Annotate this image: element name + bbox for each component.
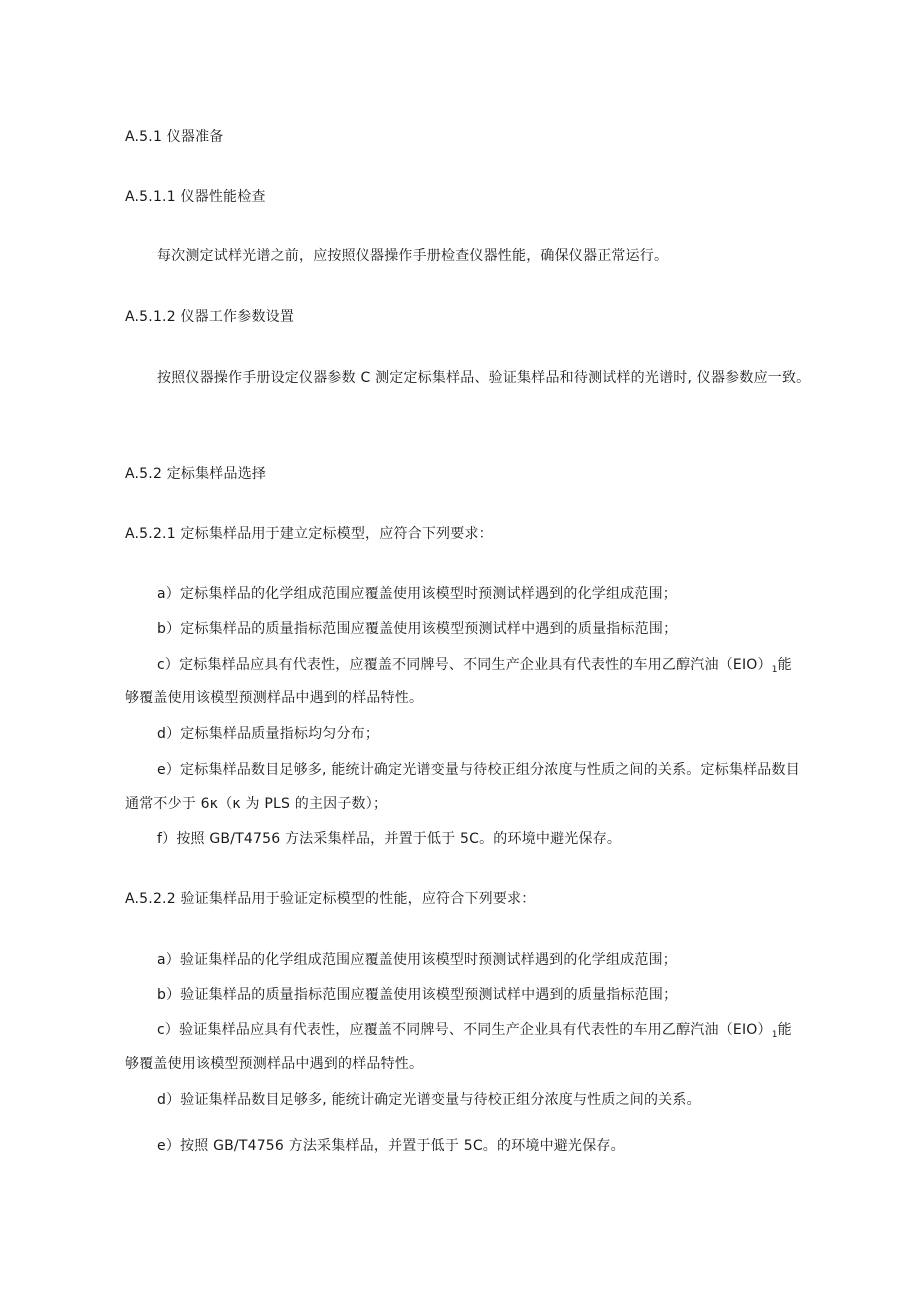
heading-a522: A.5.2.2 验证集样品用于验证定标模型的性能，应符合下列要求： xyxy=(125,891,536,907)
list2-item-d: d）验证集样品数目足够多, 能统计确定光谱变量与待校正组分浓度与性质之间的关系。 xyxy=(157,1092,701,1108)
list2-item-b: b）验证集样品的质量指标范围应覆盖使用该模型预测试样中遇到的质量指标范围； xyxy=(157,987,678,1003)
list1-item-c-line1 xyxy=(157,655,792,680)
list2-item-a: a）验证集样品的化学组成范围应覆盖使用该模型时预测试样遇到的化学组成范围； xyxy=(157,952,677,968)
list2-item-c-text: c）验证集样品应具有代表性，应覆盖不同牌号、不同生产企业具有代表性的车用乙醇汽油（EIO） xyxy=(157,1022,772,1038)
heading-a512: A.5.1.2 仪器工作参数设置 xyxy=(125,309,295,325)
list1-item-c-tail: 能 xyxy=(777,657,792,673)
heading-a52: A.5.2 定标集样品选择 xyxy=(125,466,267,482)
list2-item-c-tail: 能 xyxy=(777,1022,792,1038)
list1-item-c-subscript: 1 xyxy=(771,665,778,675)
list1-item-f: f）按照 GB/T4756 方法采集样品，并置于低于 5C。的环境中避光保存。 xyxy=(157,831,622,847)
list1-item-a: a）定标集样品的化学组成范围应覆盖使用该模型时预测试样遇到的化学组成范围； xyxy=(157,586,677,602)
list2-item-e: e）按照 GB/T4756 方法采集样品，并置于低于 5C。的环境中避光保存。 xyxy=(157,1138,625,1154)
list2-item-c-line2: 够覆盖使用该模型预测样品中遇到的样品特性。 xyxy=(125,1056,424,1072)
heading-a511: A.5.1.1 仪器性能检查 xyxy=(125,189,266,205)
list1-item-b: b）定标集样品的质量指标范围应覆盖使用该模型预测试样中遇到的质量指标范围； xyxy=(157,621,678,637)
list1-item-c-line2: 够覆盖使用该模型预测样品中遇到的样品特性。 xyxy=(125,690,424,706)
heading-a521: A.5.2.1 定标集样品用于建立定标模型，应符合下列要求： xyxy=(125,526,493,542)
list1-item-c-text: c）定标集样品应具有代表性，应覆盖不同牌号、不同生产企业具有代表性的车用乙醇汽油（EIO） xyxy=(157,657,772,673)
heading-a51: A.5.1 仪器准备 xyxy=(125,129,224,145)
list2-item-c-line1 xyxy=(157,1020,792,1045)
list1-item-e-line2: 通常不少于 6κ（κ 为 PLS 的主因子数）； xyxy=(125,796,388,812)
list2-item-c-subscript: 1 xyxy=(771,1030,778,1040)
paragraph-a511: 每次测定试样光谱之前，应按照仪器操作手册检查仪器性能，确保仪器正常运行。 xyxy=(157,248,669,264)
list1-item-d: d）定标集样品质量指标均匀分布； xyxy=(157,726,380,742)
list1-item-e-line1: e）定标集样品数目足够多, 能统计确定光谱变量与待校正组分浓度与性质之间的关系。定标集样品数目 xyxy=(157,762,800,778)
paragraph-a512: 按照仪器操作手册设定仪器参数 C 测定定标集样品、验证集样品和待测试样的光谱时, 仪器参数应一致。 xyxy=(157,370,811,386)
